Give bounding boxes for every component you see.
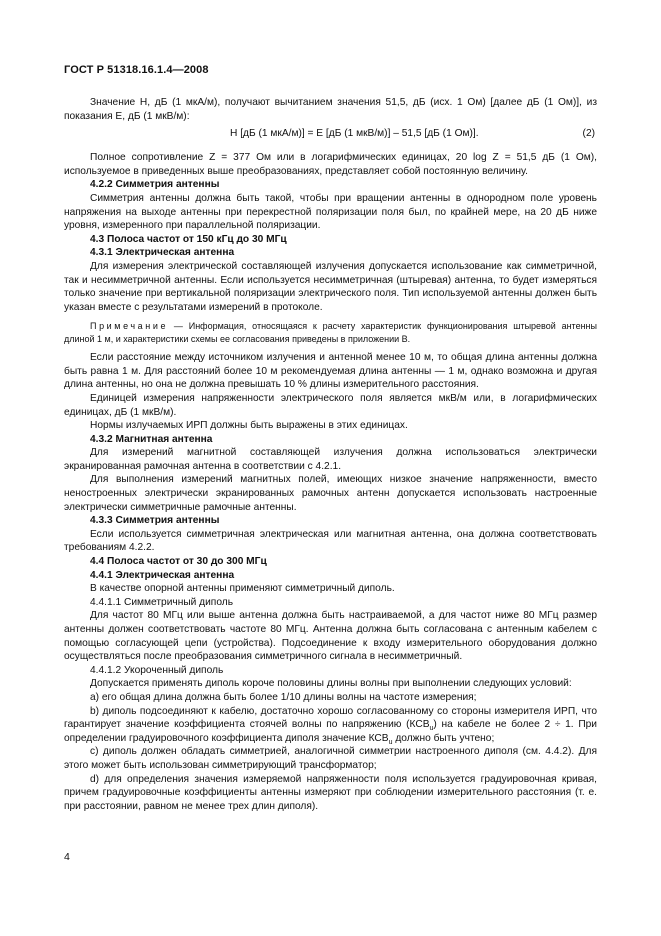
- note-text: — Информация, относящаяся к расчету характеристик функционирования штыревой антенны длиной 1 м, и характеристики схемы ее согласования приведены в приложении В.: [64, 321, 597, 344]
- formula-number: (2): [582, 128, 595, 140]
- list-item: c) диполь должен обладать симметрией, аналогичной симметрии настроенного диполя (см. 4.4.2). Для этого может быть использован симметрирующий трансформатор;: [64, 746, 597, 771]
- paragraph: Для измерений магнитной составляющей излучения должна использоваться электрически экранированная рамочная антенна в соответствии с 4.2.1.: [64, 447, 597, 472]
- formula-row: [64, 127, 597, 141]
- paragraph: Единицей измерения напряженности электрического поля является мкВ/м или, в логарифмических единицах, дБ (1 мкВ/м).: [64, 392, 597, 418]
- list-item-text: b) диполь подсоединяют к кабелю, достаточно хорошо согласованному со стороны измерителя ИРП, что гарантирует значение коэффициента стоячей волны по напряжению (КСВ: [64, 705, 597, 731]
- paragraph: Допускается применять диполь короче половины длины волны при выполнении следующих условий:: [90, 678, 572, 690]
- section-heading: 4.2.2 Симметрия антенны: [90, 179, 220, 191]
- section-heading: 4.3.2 Магнитная антенна: [90, 433, 213, 445]
- list-item-text: ) на кабеле не более 2 ÷ 1. При определении градуировочного коэффициента диполя значение КСВ: [64, 719, 597, 744]
- section-heading: 4.4 Полоса частот от 30 до 300 МГц: [90, 556, 267, 568]
- paragraph: Значение H, дБ (1 мкА/м), получают вычитанием значения 51,5, дБ (исх. 1 Ом) [далее дБ (1 Ом)], из показания E, дБ (1 мкВ/м):: [64, 97, 597, 122]
- list-item-text: должно быть учтено;: [392, 732, 495, 744]
- list-item: [64, 705, 597, 746]
- section-heading: 4.4.1 Электрическая антенна: [90, 569, 235, 581]
- paragraph: В качестве опорной антенны применяют симметричный диполь.: [90, 583, 395, 595]
- list-item: d) для определения значения измеряемой напряженности поля используется градуировочная кривая, причем градуировочные коэффициенты антенны измеряют при соблюдении измерительного расстояния (т. е. при расстоянии, равном не менее трех длин диполя).: [64, 773, 597, 812]
- note-label: Примечание: [90, 321, 169, 332]
- paragraph: Если расстояние между источником излучения и антенной менее 10 м, то общая длина антенны должна быть равна 1 м. Для расстояний более 10 м рекомендуемая длина антенны — 1 м, однако возможна и другая длина антенны, но она не должна превышать 10 % длины измерительного расстояния.: [64, 352, 597, 391]
- note: [64, 320, 597, 345]
- subsection-title: 4.4.1.2 Укороченный диполь: [90, 664, 224, 676]
- paragraph: Если используется симметричная электрическая или магнитная антенна, она должна соответствовать требованиям 4.2.2.: [64, 528, 597, 554]
- section-heading: 4.3.1 Электрическая антенна: [90, 247, 235, 259]
- list-item: a) его общая длина должна быть более 1/10 длины волны на частоте измерения;: [90, 691, 477, 703]
- subscript: u: [388, 738, 393, 746]
- paragraph: Полное сопротивление Z = 377 Ом или в логарифмических единицах, 20 log Z = 51,5 дБ (1 Ом), используемое в приведенных выше преобразованиях, представляет собой постоянную величину.: [64, 152, 597, 177]
- formula-expression: H [дБ (1 мкА/м)] = E [дБ (1 мкВ/м)] – 51,5 [дБ (1 Ом)].: [230, 128, 479, 140]
- subsection-title: 4.4.1.1 Симметричный диполь: [90, 596, 234, 608]
- subscript: u: [429, 725, 434, 733]
- paragraph: Нормы излучаемых ИРП должны быть выражены в этих единицах.: [90, 420, 408, 432]
- paragraph: Для измерения электрической составляющей излучения допускается использование как симметричной, так и несимметричной антенны. Если используется несимметричная (штыревая) антенна, то будет измеряться только значение при вертикальной поляризации электрического поля. Тип используемой антенны должен быть указан вместе с результатами измерений в протоколе.: [64, 260, 597, 313]
- page-number: 4: [64, 851, 70, 863]
- paragraph: Для частот 80 МГц или выше антенна должна быть настраиваемой, а для частот ниже 80 МГц размер антенны должен соответствовать частоте 80 МГц. Антенна должна быть согласована с антенным кабелем с помощью согласующей цепи (устройства). Подсоединение к входу измерительного оборудования должно осуществляться после преобразования симметричного сигнала в несимметричный.: [64, 610, 597, 663]
- document-header: ГОСТ Р 51318.16.1.4—2008: [64, 64, 209, 76]
- section-heading: 4.3.3 Симметрия антенны: [90, 515, 220, 527]
- paragraph: Симметрия антенны должна быть такой, чтобы при вращении антенны в однородном поле уровень напряжения на выходе антенны при перекрестной поляризации поля был, по крайней мере, на 20 дБ ниже уровня, измеренного при параллельной поляризации.: [64, 192, 597, 232]
- paragraph: Для выполнения измерений магнитных полей, имеющих низкое значение напряженности, вместо неностроенных электрически экранированных рамочных антенн допускается использовать настроенные электрически симметричные рамочные антенны.: [64, 474, 597, 513]
- document-body: [64, 96, 597, 813]
- section-heading: 4.3 Полоса частот от 150 кГц до 30 МГц: [90, 233, 287, 245]
